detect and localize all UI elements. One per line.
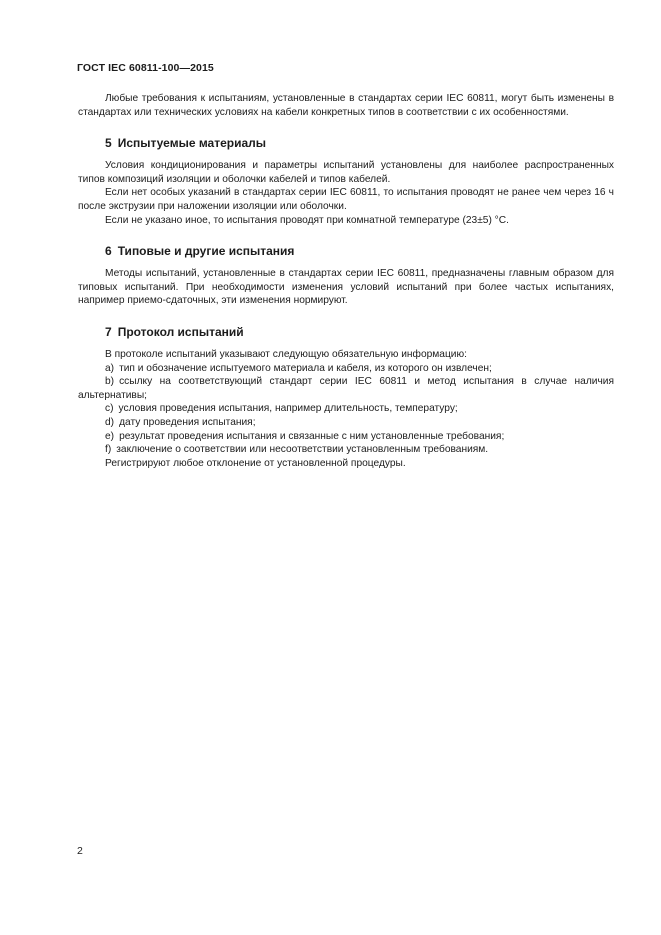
list-item-mark: f) — [105, 444, 112, 456]
list-item — [78, 402, 614, 416]
list-item — [78, 362, 614, 376]
page-number: 2 — [77, 845, 83, 857]
section-6-number: 6 — [105, 244, 112, 259]
list-item — [78, 443, 614, 457]
section-5-paragraph-1: Условия кондиционирования и параметры испытаний установлены для наиболее распространенных типов композиций изоляции и оболочки кабелей и типов кабелей. — [78, 160, 614, 185]
section-6-paragraph-1: Методы испытаний, установленные в стандартах серии IEC 60811, предназначены главным образом для типовых испытаний. При необходимости изменения условий испытаний при более частых испытаниях, например приемо-сдаточных, эти изменения нормируют. — [78, 268, 614, 307]
document-body — [78, 92, 614, 470]
section-5-number: 5 — [105, 136, 112, 151]
list-item-text: условия проведения испытания, например длительность, температуру; — [118, 403, 458, 415]
list-item — [78, 430, 614, 444]
section-6-heading — [78, 243, 614, 259]
section-5-title: Испытуемые материалы — [117, 136, 267, 151]
list-item-text: дату проведения испытания; — [119, 416, 256, 428]
section-7-title: Протокол испытаний — [117, 324, 244, 339]
list-item-text: ссылку на соответствующий стандарт серии IEC 60811 и метод испытания в случае наличия альтернативы; — [78, 376, 614, 401]
list-item — [78, 375, 614, 402]
list-item-text: заключение о соответствии или несоответствии установленным требованиям. — [116, 444, 489, 456]
list-item-mark: c) — [105, 403, 114, 415]
section-5-paragraph-3: Если не указано иное, то испытания проводят при комнатной температуре (23±5) °С. — [105, 214, 509, 226]
list-item-mark: e) — [105, 430, 115, 442]
list-item-text: результат проведения испытания и связанные с ним установленные требования; — [119, 430, 505, 442]
standard-code-header: ГОСТ IEC 60811-100—2015 — [77, 62, 214, 74]
intro-paragraph: Любые требования к испытаниям, установленные в стандартах серии IEC 60811, могут быть изменены в стандартах или технических условиях на кабели конкретных типов в соответствии с их особенностями. — [78, 93, 614, 118]
section-5-heading — [78, 135, 614, 151]
list-item-text: тип и обозначение испытуемого материала и кабеля, из которого он извлечен; — [119, 362, 492, 374]
list-item — [78, 416, 614, 430]
list-item-mark: b) — [105, 376, 115, 388]
section-6-title: Типовые и другие испытания — [117, 244, 295, 259]
list-item-mark: a) — [105, 362, 115, 374]
list-item-mark: d) — [105, 416, 115, 428]
section-7-lead: В протоколе испытаний указывают следующую обязательную информацию: — [105, 348, 467, 360]
section-5-paragraph-2: Если нет особых указаний в стандартах серии IEC 60811, то испытания проводят не ранее чем через 16 ч после экструзии при наложении изоляции или оболочки. — [78, 187, 614, 212]
section-7-closing: Регистрируют любое отклонение от установленной процедуры. — [105, 457, 406, 469]
section-7-number: 7 — [105, 324, 112, 339]
section-7-heading — [78, 324, 614, 340]
